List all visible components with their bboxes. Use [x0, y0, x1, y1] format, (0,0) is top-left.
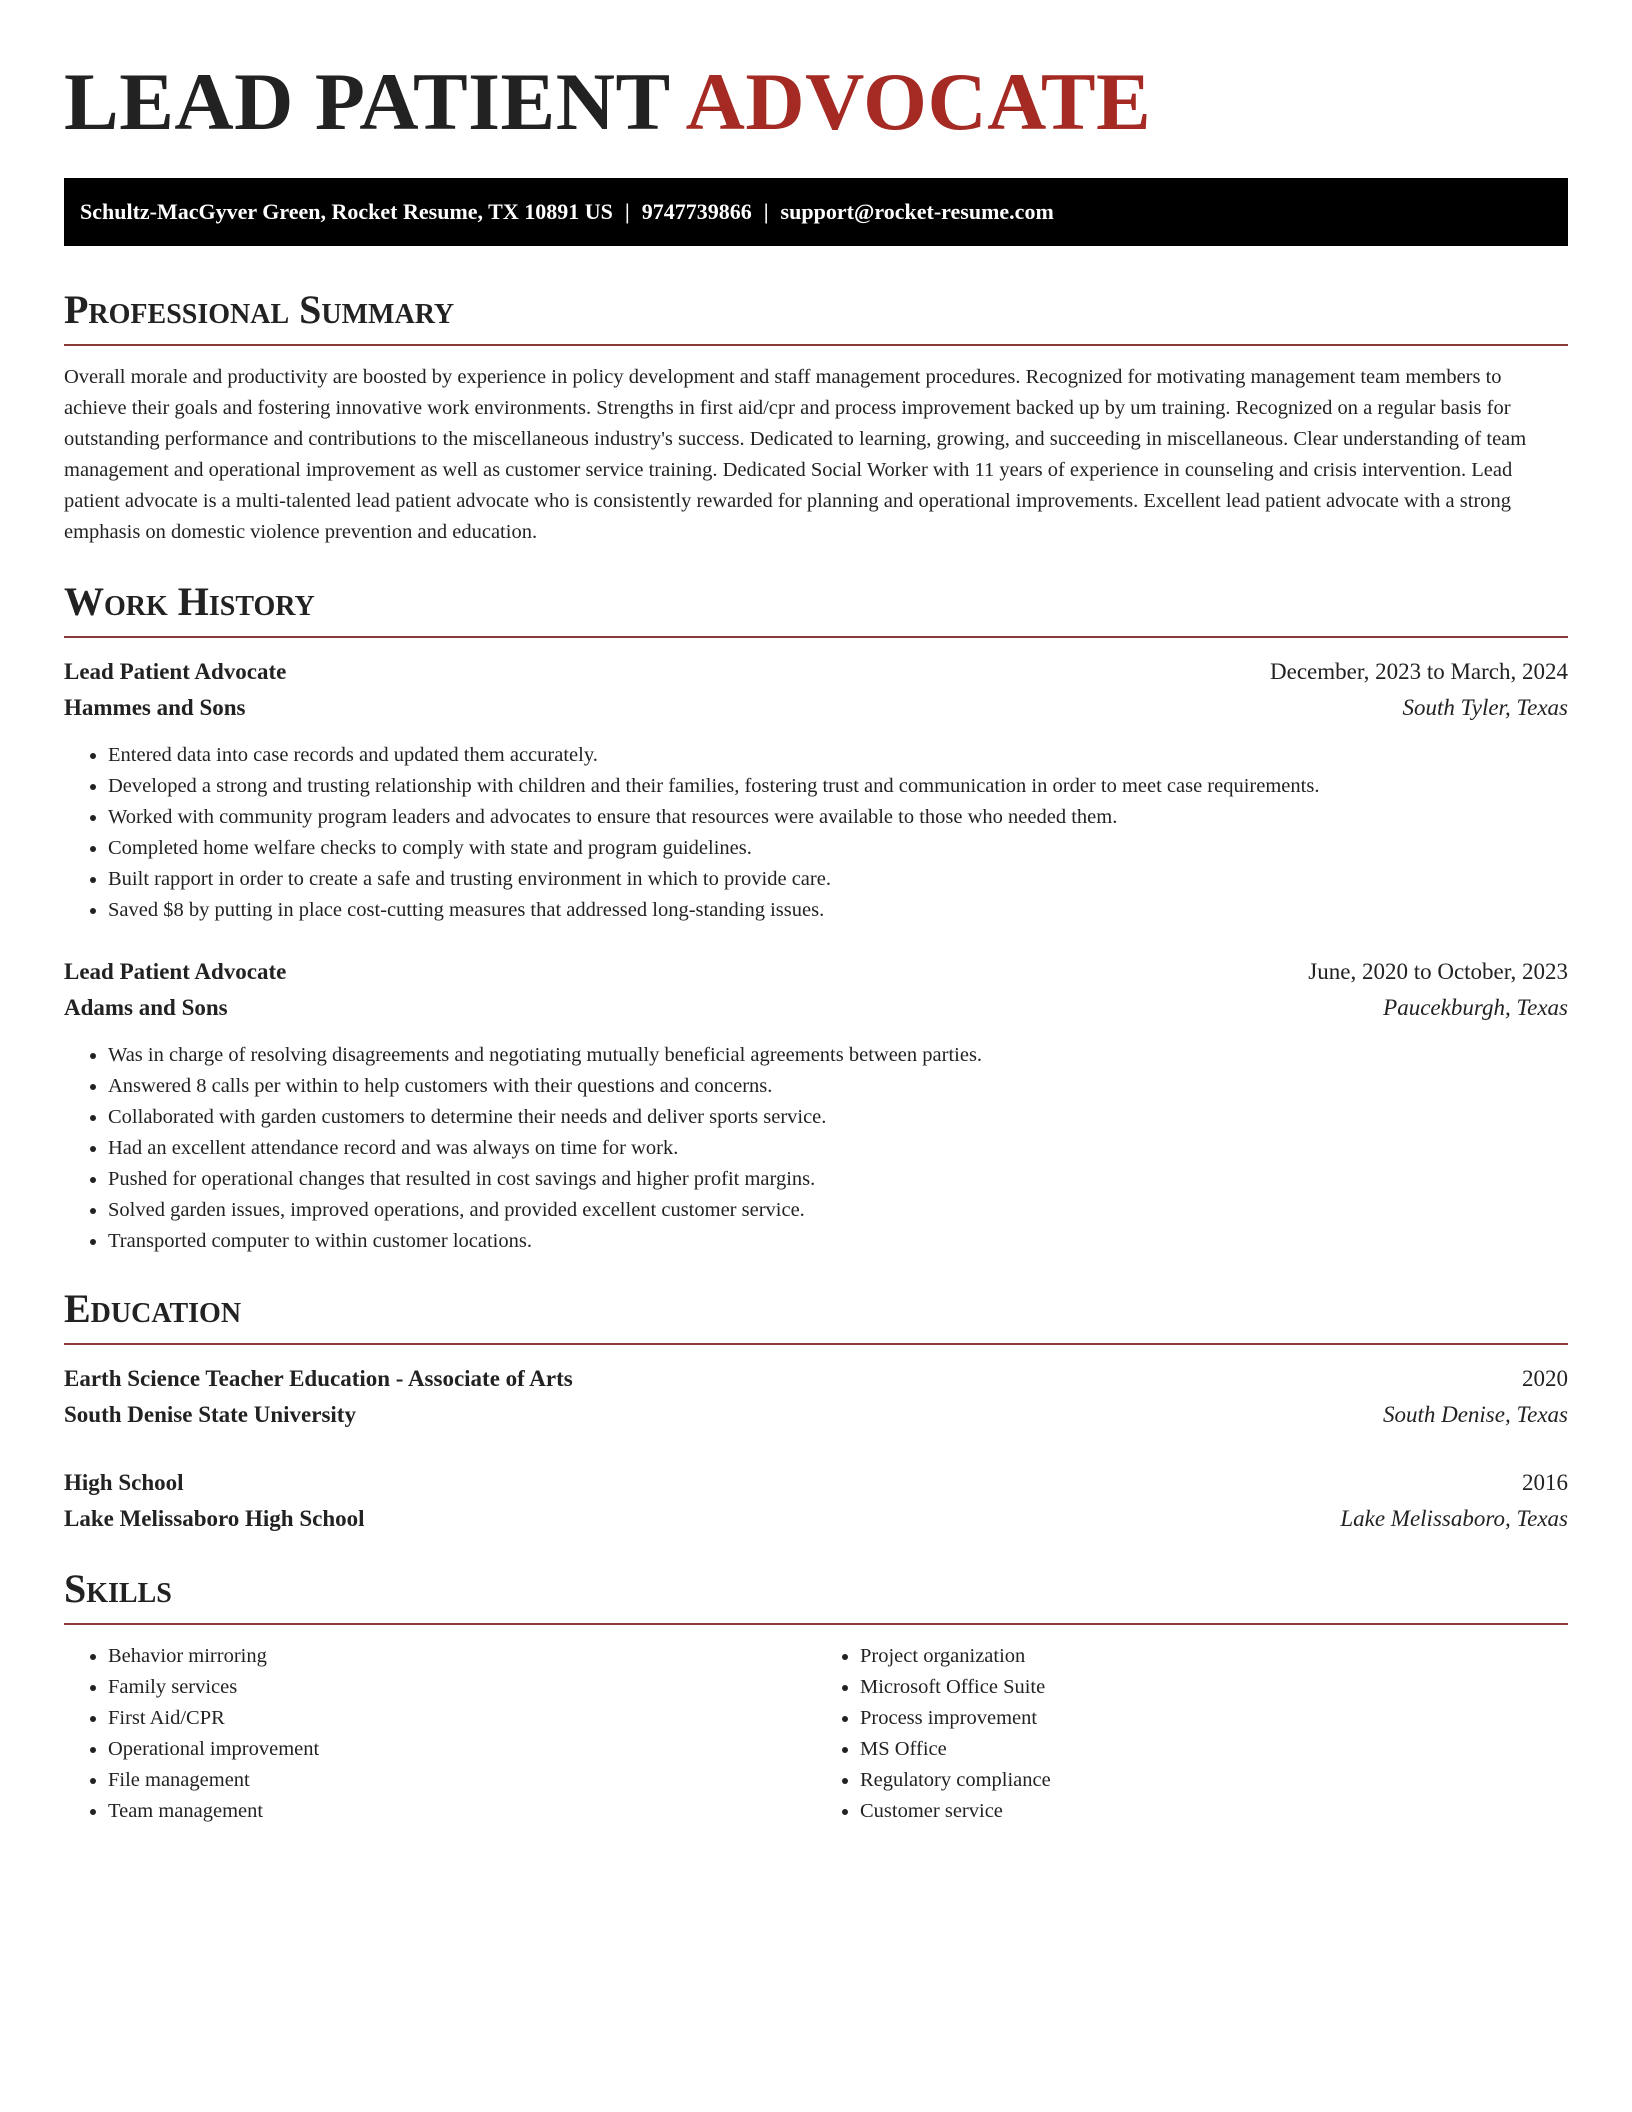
- section-divider: [64, 1343, 1568, 1345]
- degree: High School: [64, 1470, 184, 1495]
- skills-columns: [64, 1641, 1568, 1827]
- skill-item: • Customer service: [860, 1796, 1568, 1827]
- list-item: • Worked with community program leaders and advocates to ensure that resources were available to those who needed them.: [108, 802, 1568, 833]
- job-bullets: [64, 740, 1568, 926]
- education-heading: Education: [64, 1286, 242, 1331]
- job-dates: December, 2023 to March, 2024: [1270, 659, 1568, 684]
- skills-heading: Skills: [64, 1566, 172, 1611]
- graduation-year: 2016: [1522, 1470, 1568, 1495]
- job-dates: June, 2020 to October, 2023: [1308, 959, 1568, 984]
- school-name: South Denise State University: [64, 1402, 356, 1427]
- list-item: • Built rapport in order to create a safe and trusting environment in which to provide care.: [108, 864, 1568, 895]
- degree: Earth Science Teacher Education - Associate of Arts: [64, 1366, 573, 1391]
- contact-separator: |: [624, 199, 630, 224]
- contact-bar: [64, 178, 1568, 246]
- skill-item: • Family services: [108, 1672, 816, 1703]
- school-location: South Denise, Texas: [1382, 1402, 1568, 1427]
- contact-address: Schultz-MacGyver Green, Rocket Resume, TX 10891 US: [80, 199, 613, 224]
- contact-phone: 9747739866: [641, 199, 752, 224]
- job-location: Paucekburgh, Texas: [1383, 995, 1568, 1020]
- skill-item: • Behavior mirroring: [108, 1641, 816, 1672]
- list-item: • Answered 8 calls per within to help customers with their questions and concerns.: [108, 1071, 1568, 1102]
- title-main: LEAD PATIENT: [64, 56, 670, 147]
- skill-item: • Project organization: [860, 1641, 1568, 1672]
- section-divider: [64, 1623, 1568, 1625]
- section-divider: [64, 344, 1568, 346]
- summary-text: Overall morale and productivity are boosted by experience in policy development and staff management procedures. Recognized for motivating management team members to achieve their goals and fostering innovative work environments. Strengths in first aid/cpr and process improvement backed up by um training. Recognized on a regular basis for outstanding performance and contributions to the miscellaneous industry's success. Dedicated to learning, growing, and succeeding in miscellaneous. Clear understanding of team management and operational improvement as well as customer service training. Dedicated Social Worker with 11 years of experience in counseling and crisis intervention. Lead patient advocate is a multi-talented lead patient advocate who is consistently rewarded for planning and operational improvements. Excellent lead patient advocate with a strong emphasis on domestic violence prevention and education.: [64, 366, 1527, 543]
- list-item: • Developed a strong and trusting relationship with children and their families, fostering trust and communication in order to meet case requirements.: [108, 771, 1568, 802]
- list-item: • Collaborated with garden customers to determine their needs and deliver sports service.: [108, 1102, 1568, 1133]
- list-item: • Transported computer to within customer locations.: [108, 1226, 1568, 1257]
- school-location: Lake Melissaboro, Texas: [1340, 1506, 1568, 1531]
- list-item: • Pushed for operational changes that resulted in cost savings and higher profit margins.: [108, 1164, 1568, 1195]
- education-entry: [64, 1361, 1568, 1433]
- job-company: Hammes and Sons: [64, 695, 246, 720]
- summary-heading: Professional Summary: [64, 287, 455, 332]
- job-title: Lead Patient Advocate: [64, 959, 287, 984]
- list-item: • Was in charge of resolving disagreements and negotiating mutually beneficial agreements between parties.: [108, 1040, 1568, 1071]
- list-item: • Had an excellent attendance record and was always on time for work.: [108, 1133, 1568, 1164]
- job-location: South Tyler, Texas: [1402, 695, 1568, 720]
- skills-list-left: [64, 1641, 816, 1827]
- title-accent: ADVOCATE: [685, 56, 1152, 147]
- skill-item: • Microsoft Office Suite: [860, 1672, 1568, 1703]
- skill-item: • Team management: [108, 1796, 816, 1827]
- list-item: • Completed home welfare checks to comply with state and program guidelines.: [108, 833, 1568, 864]
- job-entry: [64, 954, 1568, 1257]
- skill-item: • File management: [108, 1765, 816, 1796]
- section-divider: [64, 636, 1568, 638]
- education-entry: [64, 1465, 1568, 1537]
- resume-title: [64, 52, 1568, 152]
- contact-email: support@rocket-resume.com: [780, 199, 1054, 224]
- skill-item: • First Aid/CPR: [108, 1703, 816, 1734]
- graduation-year: 2020: [1522, 1366, 1568, 1391]
- school-name: Lake Melissaboro High School: [64, 1506, 365, 1531]
- list-item: • Entered data into case records and updated them accurately.: [108, 740, 1568, 771]
- skill-item: • MS Office: [860, 1734, 1568, 1765]
- job-company: Adams and Sons: [64, 995, 228, 1020]
- job-entry: [64, 654, 1568, 926]
- list-item: • Solved garden issues, improved operations, and provided excellent customer service.: [108, 1195, 1568, 1226]
- list-item: • Saved $8 by putting in place cost-cutting measures that addressed long-standing issues.: [108, 895, 1568, 926]
- work-history-heading: Work History: [64, 579, 315, 624]
- skill-item: • Operational improvement: [108, 1734, 816, 1765]
- job-bullets: [64, 1040, 1568, 1257]
- resume-page: [64, 0, 1568, 1827]
- contact-separator: |: [763, 199, 769, 224]
- skills-list-right: [816, 1641, 1568, 1827]
- skill-item: • Regulatory compliance: [860, 1765, 1568, 1796]
- job-title: Lead Patient Advocate: [64, 659, 287, 684]
- skill-item: • Process improvement: [860, 1703, 1568, 1734]
